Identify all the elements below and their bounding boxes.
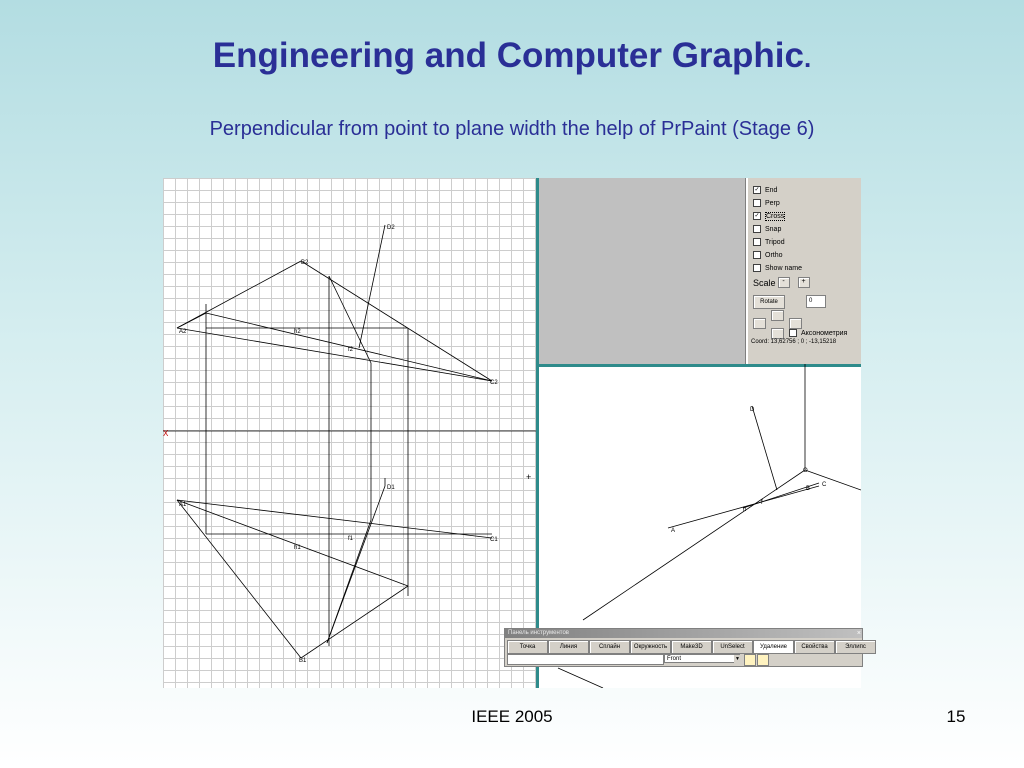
checkbox-end[interactable] [753,185,777,195]
label-iso-A: A [671,528,676,534]
label-D2: D2 [387,225,395,231]
object-combo[interactable] [507,654,664,665]
prpaint-window [163,178,861,688]
coord-readout: Coord: 13,62756 ; 0 ; -13,15218 [751,339,837,345]
tools-panel-titlebar[interactable]: Панель инструментов [505,629,862,638]
footer-text: IEEE 2005 [471,707,553,726]
label-f2: f2 [348,347,354,353]
page-number: 15 [946,707,966,726]
checkbox-end-label: End [765,186,778,194]
tool-point-button[interactable]: Точка [507,640,548,654]
view-select-chevron-down-icon[interactable]: ▼ [735,656,740,662]
label-C1: C1 [490,537,498,543]
checkbox-cross-box[interactable]: ✓ [754,213,760,219]
checkbox-show-name-box[interactable] [753,264,761,272]
checkbox-show-name-label: Show name [765,264,802,272]
checkbox-end-box[interactable]: ✓ [754,187,760,193]
label-h2: h2 [294,329,301,335]
scale-label: Scale [753,277,776,288]
checkbox-ortho[interactable] [753,250,783,260]
cross-marker: X [163,429,169,438]
label-iso-C: C [822,482,827,488]
label-A2: A2 [179,329,187,335]
crosshair-cursor: + [526,472,532,482]
checkbox-ortho-label: Ortho [765,251,783,259]
scale-minus-button[interactable]: - [778,277,790,288]
checkbox-tripod-label: Tripod [765,238,785,246]
checkbox-cross[interactable] [753,211,785,221]
checkbox-perp[interactable] [753,198,780,208]
scale-plus-button[interactable]: + [798,277,810,288]
checkbox-snap-label: Snap [765,225,782,233]
label-iso-D: D [750,407,755,413]
title-text: Engineering and Computer Graphic [212,36,804,75]
tool-make3d-button[interactable]: Make3D [671,640,712,654]
paint-icon[interactable] [744,654,756,666]
label-iso-B: B [806,486,811,492]
rotate-angle-input[interactable]: 0 [806,295,826,308]
label-iso-f: f [761,500,763,506]
tool-properties-button[interactable]: Свойства [794,640,835,654]
label-h1: h1 [294,545,301,551]
checkbox-ortho-box[interactable] [753,251,761,259]
label-B1: B1 [299,658,307,664]
tool-unselect-button[interactable]: UnSelect [712,640,753,654]
tools-panel [504,628,866,667]
checkbox-show-name[interactable] [753,263,802,273]
checkbox-snap-box[interactable] [753,225,761,233]
checkbox-axonometry-box[interactable] [789,329,797,337]
view-select[interactable]: Front [664,654,740,663]
slide-title [0,36,1024,76]
document-icon[interactable] [757,654,769,666]
tool-line-button[interactable]: Линия [548,640,589,654]
checkbox-cross-label: Cross [766,212,785,220]
tools-row [507,640,876,654]
checkbox-axonometry-label: Аксонометрия [801,329,848,337]
tool-spline-button[interactable]: Сплайн [589,640,630,654]
label-D1: D1 [387,485,395,491]
tool-circle-button[interactable]: Окружность [630,640,671,654]
tool-delete-button[interactable]: Удаление [753,640,794,654]
checkbox-axonometry[interactable] [789,328,847,338]
checkbox-tripod[interactable] [753,237,785,247]
arrow-left-button[interactable] [753,318,766,329]
checkbox-tripod-box[interactable] [753,238,761,246]
arrow-up-button[interactable] [771,310,784,321]
arrow-down-button[interactable] [771,328,784,339]
label-iso-O: O [803,468,808,474]
title-suffix: . [803,43,812,73]
label-f1: f1 [348,536,354,542]
checkbox-perp-label: Perp [765,199,780,207]
scale-row [753,277,812,288]
rotate-button[interactable]: Rotate [753,295,785,309]
label-B2: B2 [301,260,309,266]
control-panel [745,178,861,364]
checkbox-snap[interactable] [753,224,781,234]
label-iso-h: h [743,507,747,513]
tools-panel-close-icon[interactable]: × [856,630,861,637]
label-A1: A1 [179,502,187,508]
label-C2: C2 [490,380,498,386]
tool-ellipse-button[interactable]: Эллипс [835,640,876,654]
checkbox-perp-box[interactable] [753,199,761,207]
slide-subtitle: Perpendicular from point to plane width the help of PrPaint (Stage 6) [209,118,815,140]
